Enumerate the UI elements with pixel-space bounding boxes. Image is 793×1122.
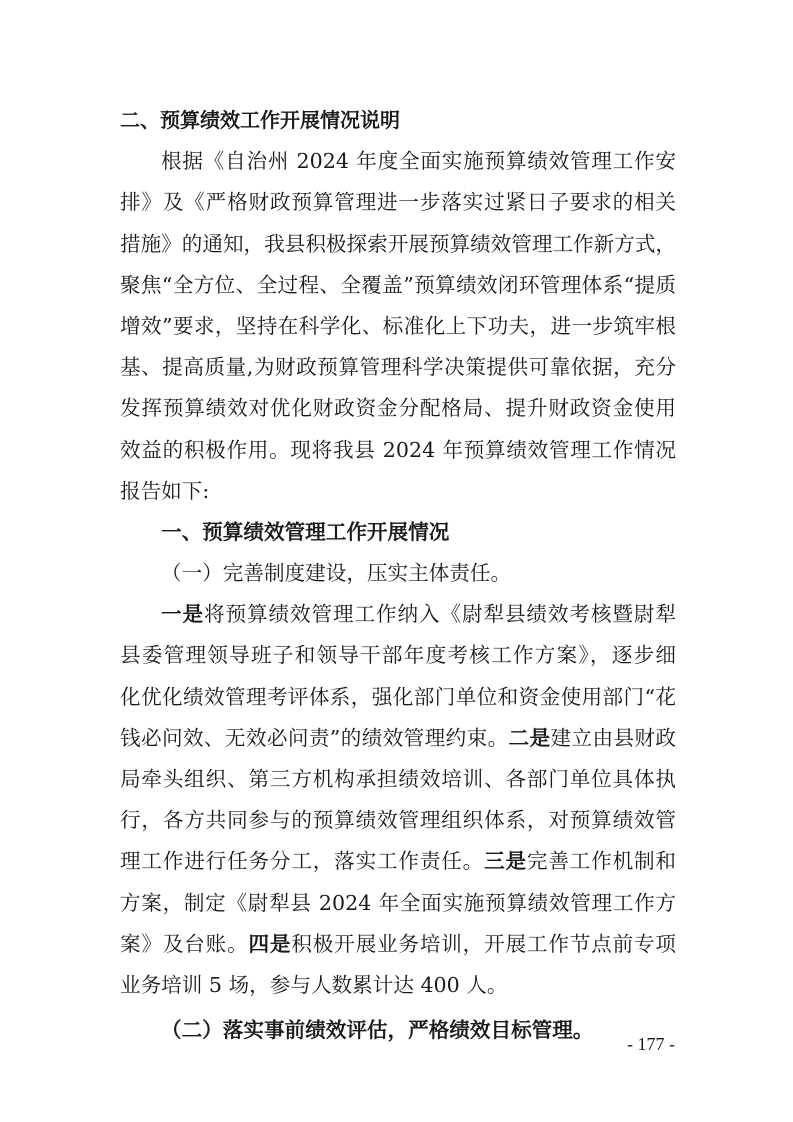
body-line: 行，各方共同参与的预算绩效管理组织体系，对预算绩效管 bbox=[120, 808, 676, 833]
main-heading: 二、预算绩效工作开展情况说明 bbox=[120, 108, 400, 132]
body-text: 积极开展业务培训，开展工作节点前专项 bbox=[291, 931, 676, 956]
body-text: 将预算绩效管理工作纳入《尉犁县绩效考核暨尉犁 bbox=[204, 602, 676, 627]
intro-line: 措施》的通知，我县积极探索开展预算绩效管理工作新方式， bbox=[120, 231, 676, 256]
body-line bbox=[120, 924, 676, 965]
body-text: 建立由县财政 bbox=[550, 725, 676, 750]
body-line bbox=[120, 594, 676, 635]
intro-line: 根据《自治州 2024 年度全面实施预算绩效管理工作安 bbox=[161, 149, 676, 174]
intro-line: 排》及《严格财政预算管理进一步落实过紧日子要求的相关 bbox=[120, 190, 676, 215]
emphasis-lead: 四是 bbox=[248, 931, 292, 956]
body-line: 局牵头组织、第三方机构承担绩效培训、各部门单位具体执 bbox=[120, 767, 676, 791]
emphasis-lead: 三是 bbox=[484, 849, 527, 874]
subsection-heading: （二）落实事前绩效评估，严格绩效目标管理。 bbox=[161, 1018, 594, 1043]
body-text: 完善工作机制和 bbox=[526, 849, 676, 874]
body-text: 钱必问效、无效必问责”的绩效管理约束。 bbox=[120, 725, 509, 750]
emphasis-lead: 一是 bbox=[161, 602, 204, 627]
body-text: 案》及台账。 bbox=[120, 931, 249, 956]
subsection-heading: （一）完善制度建设，压实主体责任。 bbox=[161, 561, 512, 586]
intro-paragraph bbox=[120, 141, 676, 512]
intro-line: 报告如下: bbox=[120, 478, 210, 503]
intro-line: 效益的积极作用。现将我县 2024 年预算绩效管理工作情况 bbox=[120, 437, 676, 462]
intro-line: 基、提高质量,为财政预算管理科学决策提供可靠依据，充分 bbox=[120, 355, 676, 380]
intro-line: 聚焦“全方位、全过程、全覆盖”预算绩效闭环管理体系“提质 bbox=[120, 272, 676, 297]
emphasis-lead: 二是 bbox=[508, 725, 551, 750]
body-line: 方案，制定《尉犁县 2024 年全面实施预算绩效管理工作方 bbox=[120, 890, 676, 915]
body-line: 业务培训 5 场，参与人数累计达 400 人。 bbox=[120, 972, 508, 997]
body-line: 县委管理领导班子和领导干部年度考核工作方案》，逐步细 bbox=[120, 643, 676, 668]
body-paragraph bbox=[120, 594, 676, 1006]
body-line: 化优化绩效管理考评体系，强化部门单位和资金使用部门“花 bbox=[120, 684, 676, 709]
body-line bbox=[120, 718, 676, 759]
page-content bbox=[120, 100, 676, 1051]
section-heading: 一、预算绩效管理工作开展情况 bbox=[161, 519, 450, 544]
body-text: 理工作进行任务分工，落实工作责任。 bbox=[120, 849, 485, 874]
page-number: - 177 - bbox=[627, 1034, 675, 1054]
body-line bbox=[120, 841, 676, 882]
intro-line: 增效”要求，坚持在科学化、标准化上下功夫，进一步筑牢根 bbox=[120, 313, 676, 338]
intro-line: 发挥预算绩效对优化财政资金分配格局、提升财政资金使用 bbox=[120, 396, 676, 421]
